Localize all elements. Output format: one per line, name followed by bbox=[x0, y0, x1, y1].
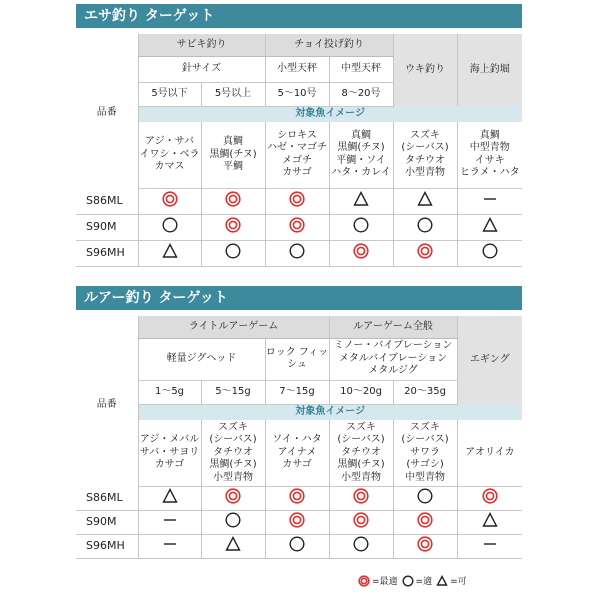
dash-icon bbox=[162, 512, 178, 533]
rating-cell bbox=[457, 240, 522, 266]
hinban-label: 品番 bbox=[96, 398, 117, 410]
double-circle-icon bbox=[353, 512, 369, 533]
model-name: S90M bbox=[86, 220, 117, 234]
double-circle-icon bbox=[417, 512, 433, 533]
dash-icon bbox=[482, 191, 498, 212]
group-kaijo: 海上釣堀 bbox=[457, 34, 522, 106]
triangle-icon bbox=[353, 191, 369, 212]
triangle-icon bbox=[482, 512, 498, 533]
rating-cell bbox=[393, 534, 457, 558]
rating-cell bbox=[138, 510, 201, 534]
double-circle-icon bbox=[289, 217, 305, 238]
rating-cell bbox=[201, 510, 265, 534]
target-fish-bar: 対象魚イメージ bbox=[138, 404, 522, 420]
double-circle-icon bbox=[225, 191, 241, 212]
rating-cell bbox=[265, 486, 329, 510]
sub-hari-size: 針サイズ bbox=[138, 56, 265, 82]
rating-cell bbox=[329, 486, 393, 510]
fish-cell: 真鯛 中型青物 イサキ ヒラメ・ハタ bbox=[457, 122, 522, 188]
table-row bbox=[76, 214, 522, 240]
circle-icon bbox=[417, 488, 433, 509]
sub-rockfish: ロック フィッシュ bbox=[265, 338, 329, 380]
fish-cell: スズキ (シーバス) タチウオ 黒鯛(チヌ) 小型青物 bbox=[201, 420, 265, 486]
rating-cell bbox=[138, 240, 201, 266]
legend bbox=[358, 574, 467, 587]
size-cell: 1〜5g bbox=[138, 380, 201, 404]
triangle-icon bbox=[417, 191, 433, 212]
rating-cell bbox=[393, 240, 457, 266]
size-cell: 7〜15g bbox=[265, 380, 329, 404]
rating-cell bbox=[265, 240, 329, 266]
double-circle-icon bbox=[358, 575, 370, 587]
rating-cell bbox=[265, 510, 329, 534]
fish-cell: アオリイカ bbox=[457, 420, 522, 486]
double-circle-icon bbox=[353, 488, 369, 509]
fish-cell: 真鯛 黒鯛(チヌ) 平鯛・ソイ ハタ・カレイ bbox=[329, 122, 393, 188]
rating-cell bbox=[201, 214, 265, 240]
bait-section-title: エサ釣り ターゲット bbox=[76, 4, 522, 28]
rating-cell bbox=[393, 510, 457, 534]
sub-chugata: 中型天秤 bbox=[329, 56, 393, 82]
group-light-lure: ライトルアーゲーム bbox=[138, 316, 329, 338]
lure-section-title: ルアー釣り ターゲット bbox=[76, 286, 522, 310]
target-fish-bar: 対象魚イメージ bbox=[138, 106, 522, 122]
size-cell: 10〜20g bbox=[329, 380, 393, 404]
triangle-icon bbox=[225, 536, 241, 557]
circle-icon bbox=[482, 243, 498, 264]
double-circle-icon bbox=[289, 191, 305, 212]
rating-cell bbox=[138, 214, 201, 240]
sub-jighead: 軽量ジグヘッド bbox=[138, 338, 265, 380]
rating-cell bbox=[393, 188, 457, 214]
sub-kogata: 小型天秤 bbox=[265, 56, 329, 82]
table-row bbox=[76, 534, 522, 558]
rating-cell bbox=[265, 534, 329, 558]
legend-tri-label: =可 bbox=[450, 577, 467, 587]
double-circle-icon bbox=[417, 243, 433, 264]
triangle-icon bbox=[162, 488, 178, 509]
size-cell: 8〜20号 bbox=[329, 82, 393, 106]
size-cell: 20〜35g bbox=[393, 380, 457, 404]
size-cell: 5号以下 bbox=[138, 82, 201, 106]
rating-cell bbox=[138, 534, 201, 558]
fish-cell: ソイ・ハタ アイナメ カサゴ bbox=[265, 420, 329, 486]
model-name: S86ML bbox=[86, 490, 123, 504]
double-circle-icon bbox=[225, 488, 241, 509]
model-name: S96MH bbox=[86, 246, 125, 260]
triangle-icon bbox=[162, 243, 178, 264]
circle-icon bbox=[225, 512, 241, 533]
rating-cell bbox=[265, 188, 329, 214]
fish-cell: スズキ (シーバス) サワラ (サゴシ) 中型青物 bbox=[393, 420, 457, 486]
rating-cell bbox=[393, 214, 457, 240]
legend-good bbox=[402, 574, 433, 587]
group-choinage: チョイ投げ釣り bbox=[265, 34, 393, 56]
rating-cell bbox=[138, 486, 201, 510]
rating-cell bbox=[201, 534, 265, 558]
model-name: S96MH bbox=[86, 539, 125, 553]
rating-cell bbox=[265, 214, 329, 240]
rating-cell bbox=[393, 486, 457, 510]
circle-icon bbox=[289, 536, 305, 557]
fish-cell: アジ・メバル サバ・サヨリ カサゴ bbox=[138, 420, 201, 486]
double-circle-icon bbox=[162, 191, 178, 212]
double-circle-icon bbox=[289, 512, 305, 533]
group-lure-general: ルアーゲーム全般 bbox=[329, 316, 457, 338]
fish-cell: スズキ (シーバス) タチウオ 黒鯛(チヌ) 小型青物 bbox=[329, 420, 393, 486]
sub-lure-types: ミノー・バイブレーション メタルバイブレーション メタルジグ bbox=[329, 338, 457, 380]
legend-best bbox=[358, 574, 398, 587]
rating-cell bbox=[329, 510, 393, 534]
circle-icon bbox=[225, 243, 241, 264]
circle-icon bbox=[289, 243, 305, 264]
rating-cell bbox=[201, 188, 265, 214]
rating-cell bbox=[138, 188, 201, 214]
rating-cell bbox=[457, 188, 522, 214]
legend-good-label: =適 bbox=[415, 577, 433, 587]
size-cell: 5〜15g bbox=[201, 380, 265, 404]
model-name: S86ML bbox=[86, 193, 123, 207]
double-circle-icon bbox=[353, 243, 369, 264]
group-sabiki: サビキ釣り bbox=[138, 34, 265, 56]
rating-cell bbox=[457, 486, 522, 510]
fish-cell: スズキ (シーバス) タチウオ 小型青物 bbox=[393, 122, 457, 188]
circle-icon bbox=[353, 217, 369, 238]
rating-cell bbox=[329, 534, 393, 558]
rating-cell bbox=[201, 486, 265, 510]
table-row bbox=[76, 486, 522, 510]
size-cell: 5号以上 bbox=[201, 82, 265, 106]
circle-icon bbox=[402, 575, 414, 587]
bait-table bbox=[76, 34, 522, 267]
double-circle-icon bbox=[289, 488, 305, 509]
rating-cell bbox=[201, 240, 265, 266]
fish-cell: 真鯛 黒鯛(チヌ) 平鯛 bbox=[201, 122, 265, 188]
dash-icon bbox=[162, 536, 178, 557]
double-circle-icon bbox=[417, 536, 433, 557]
circle-icon bbox=[162, 217, 178, 238]
rating-cell bbox=[457, 534, 522, 558]
model-name: S90M bbox=[86, 515, 117, 529]
hinban-label: 品番 bbox=[96, 106, 117, 118]
rating-cell bbox=[457, 214, 522, 240]
circle-icon bbox=[353, 536, 369, 557]
circle-icon bbox=[417, 217, 433, 238]
rating-cell bbox=[329, 214, 393, 240]
table-row bbox=[76, 188, 522, 214]
lure-table bbox=[76, 316, 522, 559]
rating-cell bbox=[457, 510, 522, 534]
rating-cell bbox=[329, 240, 393, 266]
table-row bbox=[76, 510, 522, 534]
dash-icon bbox=[482, 536, 498, 557]
size-cell: 5〜10号 bbox=[265, 82, 329, 106]
triangle-icon bbox=[436, 575, 448, 587]
double-circle-icon bbox=[482, 488, 498, 509]
fish-cell: アジ・サバ イワシ・ベラ カマス bbox=[138, 122, 201, 188]
fish-cell: シロキス ハゼ・マゴチ メゴチ カサゴ bbox=[265, 122, 329, 188]
group-eging: エギング bbox=[457, 316, 522, 404]
rating-cell bbox=[329, 188, 393, 214]
legend-tri bbox=[436, 574, 467, 587]
legend-best-label: =最適 bbox=[372, 577, 398, 587]
group-uki: ウキ釣り bbox=[393, 34, 457, 106]
double-circle-icon bbox=[225, 217, 241, 238]
triangle-icon bbox=[482, 217, 498, 238]
table-row bbox=[76, 240, 522, 266]
